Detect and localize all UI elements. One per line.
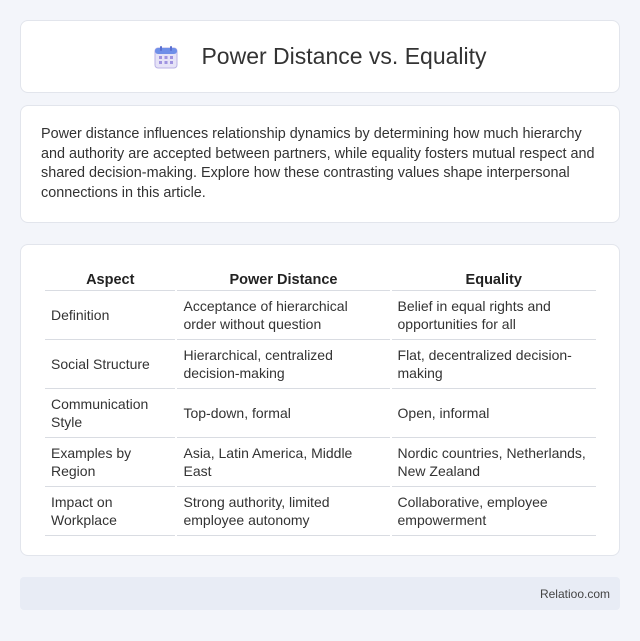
table-cell-equality: Flat, decentralized decision-making	[392, 340, 596, 389]
table-row	[45, 291, 596, 340]
footer-brand[interactable]: Relatioo.com	[539, 586, 610, 601]
table-cell-power-distance: Hierarchical, centralized decision-making	[177, 340, 389, 389]
table-header-row	[45, 265, 596, 291]
table-row	[45, 487, 596, 536]
table-cell-equality: Collaborative, employee empowerment	[392, 487, 596, 536]
table-cell-aspect: Impact on Workplace	[45, 487, 175, 536]
table-cell-aspect: Communication Style	[45, 389, 175, 438]
intro-card	[20, 105, 620, 223]
table-cell-power-distance: Acceptance of hierarchical order without question	[177, 291, 389, 340]
table-cell-equality: Open, informal	[392, 389, 596, 438]
column-header-equality: Equality	[392, 265, 596, 291]
table-cell-equality: Belief in equal rights and opportunities for all	[392, 291, 596, 340]
calendar-icon	[153, 44, 179, 70]
page-title: Power Distance vs. Equality	[201, 43, 487, 69]
footer-bar	[20, 577, 620, 610]
table-cell-aspect: Examples by Region	[45, 438, 175, 487]
column-header-aspect: Aspect	[45, 265, 175, 291]
table-row	[45, 340, 596, 389]
header-card	[20, 20, 620, 93]
table-cell-power-distance: Strong authority, limited employee autonomy	[177, 487, 389, 536]
table-cell-power-distance: Asia, Latin America, Middle East	[177, 438, 389, 487]
table-row	[45, 438, 596, 487]
comparison-table-card	[20, 244, 620, 556]
table-cell-aspect: Definition	[45, 291, 175, 340]
column-header-power-distance: Power Distance	[177, 265, 389, 291]
intro-text: Power distance influences relationship dynamics by determining how much hierarchy and authority are accepted between partners, while equality fosters mutual respect and shared decision-making. Explore how these contrasting values shape interpersonal connections in this article.	[41, 126, 595, 201]
table-cell-aspect: Social Structure	[45, 340, 175, 389]
table-cell-equality: Nordic countries, Netherlands, New Zealand	[392, 438, 596, 487]
comparison-table	[43, 265, 598, 536]
table-row	[45, 389, 596, 438]
table-cell-power-distance: Top-down, formal	[177, 389, 389, 438]
